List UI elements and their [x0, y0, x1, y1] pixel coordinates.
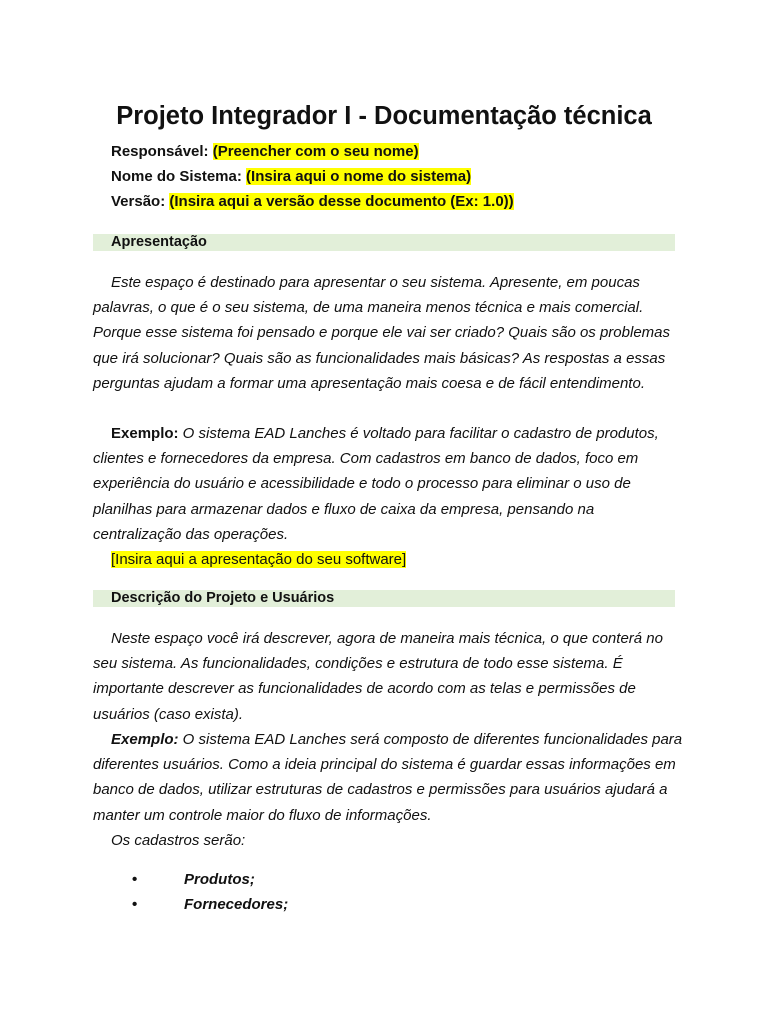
apresentacao-intro: [93, 270, 683, 396]
descricao-example-text: O sistema EAD Lanches será composto de diferentes funcionalidades para diferentes usuários. Como a ideia principal do sistema é guardar essas informações em banco de dados, utilizar estruturas de cadastros e permissões para usuários ajudará a manter um controle maior do fluxo de informações.: [93, 731, 683, 824]
apresentacao-example: [93, 421, 683, 547]
list-item-text: Produtos;: [184, 871, 255, 888]
example-label: Exemplo:: [111, 425, 179, 442]
descricao-intro-text: Neste espaço você irá descrever, agora de maneira mais técnica, o que conterá no seu sistema. As funcionalidades, condições e estrutura de todo esse sistema. É importante descrever as funcionalidades de acordo com as telas e permissões de usuários (caso exista).: [93, 630, 663, 723]
sistema-line: [111, 167, 471, 187]
responsavel-value: (Preencher com o seu nome): [212, 143, 419, 160]
versao-label: Versão:: [111, 193, 166, 210]
descricao-example: [93, 727, 683, 828]
responsavel-label: Responsável:: [111, 143, 209, 160]
responsavel-line: [111, 142, 419, 162]
sistema-value: (Insira aqui o nome do sistema): [246, 168, 472, 185]
versao-line: [111, 192, 514, 212]
section-heading-bar: [93, 590, 675, 607]
list-item-text: Fornecedores;: [184, 896, 289, 913]
versao-value: (Insira aqui a versão desse documento (Ex: 1.0)): [169, 193, 514, 210]
cadastros-intro-line: [93, 828, 683, 853]
descricao-intro: [93, 626, 683, 727]
apresentacao-placeholder: [Insira aqui a apresentação do seu software]: [111, 551, 407, 568]
bullet-icon: •: [132, 896, 138, 913]
example-label: Exemplo:: [111, 731, 179, 748]
cadastros-intro: Os cadastros serão:: [111, 832, 246, 849]
section-heading-descricao: Descrição do Projeto e Usuários: [111, 590, 335, 606]
apresentacao-intro-text: Este espaço é destinado para apresentar o seu sistema. Apresente, em poucas palavras, o que é o seu sistema, de uma maneira menos técnica e mais comercial. Porque esse sistema foi pensado e porque ele vai ser criado? Quais são os problemas que irá solucionar? Quais são as funcionalidades mais básicas? As respostas a essas perguntas ajudam a formar uma apresentação mais coesa e de fácil entendimento.: [93, 274, 670, 392]
sistema-label: Nome do Sistema:: [111, 168, 242, 185]
apresentacao-placeholder-line: [93, 547, 683, 572]
section-heading-apresentacao: Apresentação: [111, 234, 207, 250]
apresentacao-example-text: O sistema EAD Lanches é voltado para facilitar o cadastro de produtos, clientes e fornecedores da empresa. Com cadastros em banco de dados, foco em experiência do usuário e acessibilidade e todo o processo para eliminar o uso de planilhas para armazenar dados e fluxo de caixa da empresa, pensando na centralização das operações.: [93, 425, 659, 543]
section-heading-bar: [93, 234, 675, 251]
document-title: Projeto Integrador I - Documentação técnica: [116, 102, 652, 130]
bullet-icon: •: [132, 871, 138, 888]
